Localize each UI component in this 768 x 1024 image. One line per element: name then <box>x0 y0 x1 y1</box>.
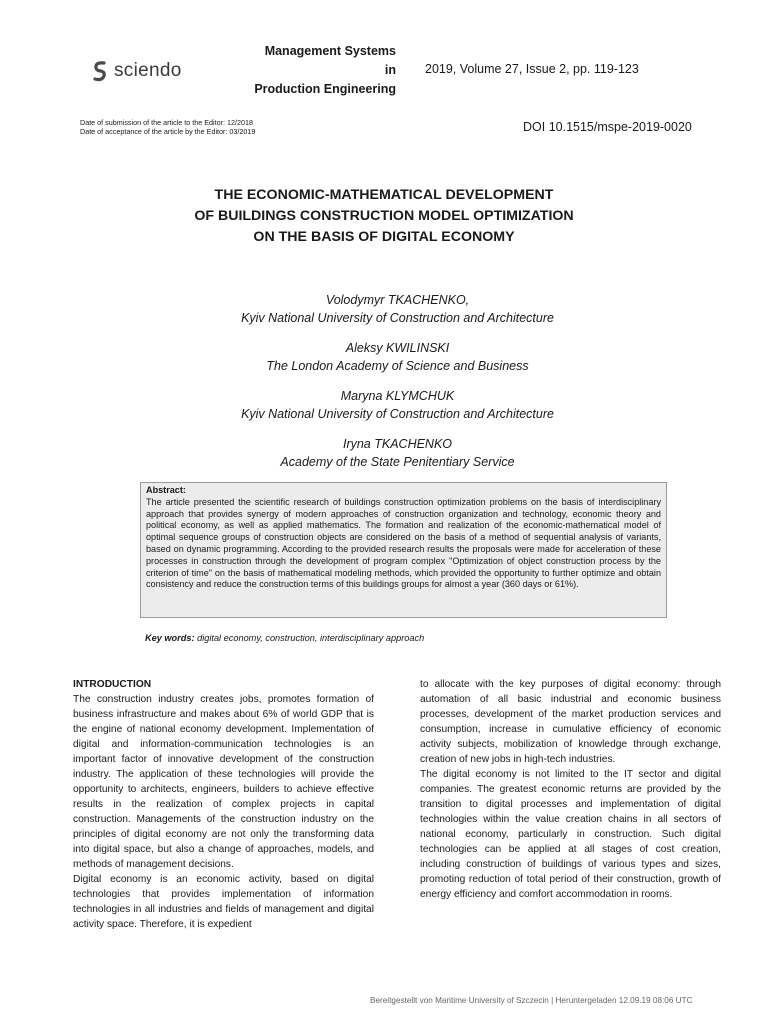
keywords-text: digital economy, construction, interdisciplinary approach <box>197 633 425 643</box>
left-column <box>73 677 374 932</box>
title-line: OF BUILDINGS CONSTRUCTION MODEL OPTIMIZATION <box>194 208 574 224</box>
abstract-label: Abstract: <box>146 485 186 495</box>
sciendo-logo-icon <box>92 60 108 82</box>
author-name: Iryna TKACHENKO <box>342 437 453 451</box>
keywords-label: Key words: <box>145 633 195 643</box>
download-footer: Bereitgestellt von Maritime University of Szczecin | Heruntergeladen 12.09.19 08:06 UTC <box>370 996 693 1005</box>
abstract-text: The article presented the scientific research of buildings construction optimization problems on the basis of interdisciplinary approach that provides synergy of modern approaches of construction organization and technology, economic theory and political economy, as well as applied mathematics. The formation and realization of the economic-mathematical model of optimal sequence groups of construction objects are considered on the basis of a method of sequential analysis of variants, based on dynamic programming. According to the provided research results the proposals were made for acceleration of these processes in construction through the development of program complex "Optimization of object construction process by the criterion of time" on the basis of mathematical modeling methods, which provided the opportunity to further optimize and obtain consistency and reduce the construction terms of this buildings groups for almost a year (360 days or 61%). <box>146 496 661 590</box>
author-affiliation: Kyiv National University of Construction and Architecture <box>241 407 554 421</box>
doi: DOI 10.1515/mspe-2019-0020 <box>523 120 692 134</box>
publisher-logo <box>92 60 182 82</box>
author-block <box>0 387 768 423</box>
journal-line: Management Systems <box>264 44 396 58</box>
paragraph: The digital economy is not limited to the IT sector and digital companies. The greatest economic returns are provided by the transition to digital processes and implementation of digital technologies within the value creation chains in all sectors of national economy, particularly in construction. Such digital technologies can be applied at all stages of cost creation, including construction of buildings of various types and sizes, promoting reduction of total period of their construction, growth of energy efficiency and comfort accommodation in rooms. <box>420 769 721 900</box>
issue-info: 2019, Volume 27, Issue 2, pp. 119-123 <box>425 62 639 76</box>
author-block <box>0 435 768 471</box>
author-list <box>0 291 768 483</box>
journal-line: in <box>384 63 396 77</box>
paragraph: Digital economy is an economic activity, based on digital technologies that provides implementation of information technologies in all industries and fields of management and digital activity space. Therefore, it is expedient <box>73 874 374 930</box>
author-name: Maryna KLYMCHUK <box>340 389 455 403</box>
author-block <box>0 291 768 327</box>
author-name: Aleksy KWILINSKI <box>345 341 450 355</box>
title-line: THE ECONOMIC-MATHEMATICAL DEVELOPMENT <box>214 187 554 203</box>
paper-title <box>0 185 768 248</box>
submission-date: Date of submission of the article to the Editor: 12/2018 <box>80 118 253 127</box>
author-affiliation: The London Academy of Science and Business <box>266 359 529 373</box>
acceptance-date: Date of acceptance of the article by the Editor: 03/2019 <box>80 127 256 136</box>
author-name: Volodymyr TKACHENKO, <box>325 293 470 307</box>
section-heading: INTRODUCTION <box>73 679 152 690</box>
author-block <box>0 339 768 375</box>
logo-text: sciendo <box>114 60 182 81</box>
paragraph: The construction industry creates jobs, promotes formation of business infrastructure and makes about 6% of world GDP that is the engine of national economy development. Implementation of digital and information-communication technologies is an important factor of innovative development of the construction industry. The application of these technologies will provide the opportunity to architects, engineers, builders to achieve effective results in the realization of complex projects in capital construction. Managements of the construction industry on the principles of digital economy are not only the transforming data into digital space, but also a change of approaches, models, and methods of management decisions. <box>73 694 374 870</box>
journal-name <box>232 42 396 99</box>
journal-line: Production Engineering <box>254 82 396 96</box>
author-affiliation: Kyiv National University of Construction and Architecture <box>241 311 554 325</box>
abstract-box <box>140 482 667 618</box>
submission-dates <box>80 118 255 136</box>
paragraph: to allocate with the key purposes of digital economy: through automation of all basic industrial and economic business processes, development of the market production services and consumption, increase in cumulative efficiency of economic activity subjects, mobilization of knowledge through exchange, creation of new jobs in high-tech industries. <box>420 679 721 765</box>
author-affiliation: Academy of the State Penitentiary Service <box>280 455 515 469</box>
keywords <box>145 633 424 643</box>
title-line: ON THE BASIS OF DIGITAL ECONOMY <box>253 229 515 245</box>
right-column <box>420 677 721 902</box>
